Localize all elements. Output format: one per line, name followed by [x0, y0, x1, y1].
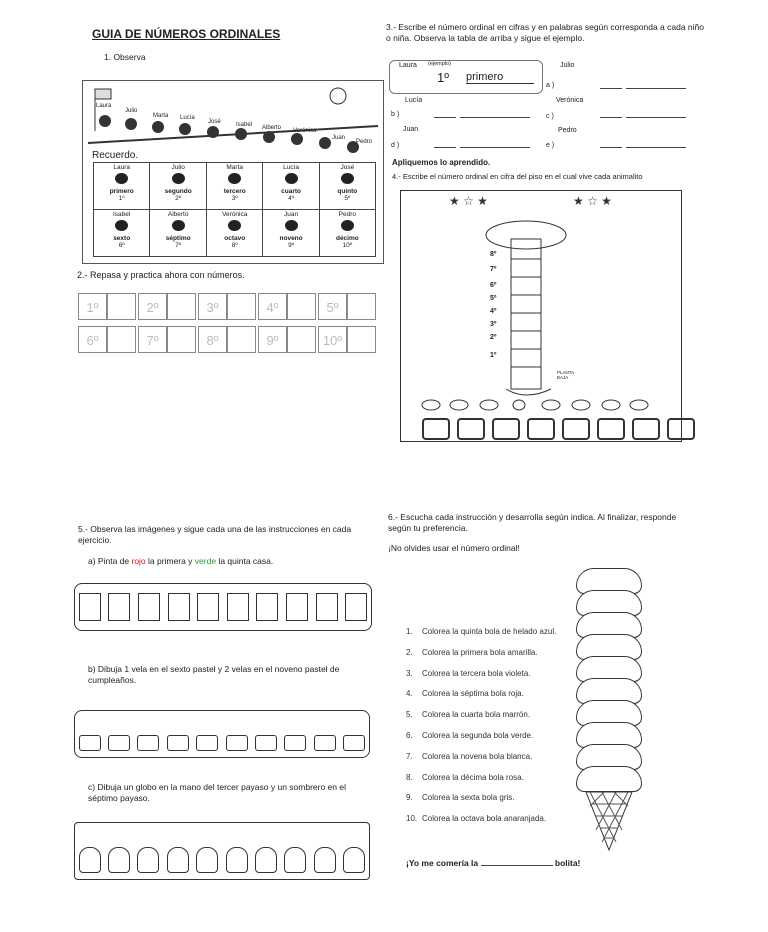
answer-box[interactable] [492, 418, 520, 440]
answer-lines [434, 113, 530, 120]
list-item: 1. Colorea la quinta bola de helado azul. [406, 627, 557, 636]
clown-icon[interactable] [255, 847, 277, 873]
tree-house-frame [400, 190, 682, 442]
table-row [94, 210, 376, 257]
child-face-icon [341, 220, 354, 231]
scene-name-isabel: Isabel [236, 122, 253, 128]
apliquemos-heading: Apliquemos lo aprendido. [392, 158, 491, 167]
house-icon[interactable] [168, 593, 190, 621]
trace-number-cell: 7º [138, 326, 167, 353]
recuerdo-label: Recuerdo. [92, 150, 139, 161]
child-face-icon [115, 173, 128, 184]
answer-row-d: d ) [391, 142, 400, 149]
answer-number-line[interactable] [434, 147, 456, 148]
scene-name-marta: Marta [153, 113, 169, 119]
clown-icon[interactable] [167, 847, 189, 873]
floor-label: 8º [490, 251, 497, 258]
answer-word-line[interactable] [460, 147, 530, 148]
houses-strip [74, 583, 372, 631]
answer-box[interactable] [527, 418, 555, 440]
answer-name-julio: Julio [560, 62, 575, 69]
section5-title: 5.- Observa las imágenes y sigue cada una de las instrucciones en cada ejercicio. [78, 524, 352, 545]
answer-row-a: a ) [546, 82, 555, 89]
answer-lines [600, 113, 686, 120]
child-face-icon [172, 220, 185, 231]
table-cell: Laura primero 1º [94, 163, 150, 210]
svg-text:★ ☆ ★: ★ ☆ ★ [573, 194, 612, 208]
list-item: 5. Colorea la cuarta bola marrón. [406, 710, 531, 720]
house-icon[interactable] [227, 593, 249, 621]
answer-word-line[interactable] [626, 147, 686, 148]
trace-number-cell: 8º [198, 326, 227, 353]
trace-number-cell: 10º [318, 326, 347, 353]
answer-lines [600, 143, 686, 150]
answer-name-pedro: Pedro [558, 127, 577, 134]
answer-number-line[interactable] [600, 147, 622, 148]
scene-name-juan: Juan [332, 135, 346, 141]
floor-label: 7º [490, 266, 497, 273]
instruction-c: c) Dibuja un globo en la mano del tercer payaso y un sombrero en el séptimo payaso. [88, 782, 346, 803]
cake-icon[interactable] [167, 735, 189, 751]
cake-icon[interactable] [343, 735, 365, 751]
answer-word-line[interactable] [460, 117, 530, 118]
write-cell[interactable] [107, 293, 136, 320]
cake-icon[interactable] [196, 735, 218, 751]
write-cell[interactable] [227, 326, 256, 353]
house-icon[interactable] [256, 593, 278, 621]
practice-row-1 [78, 293, 378, 320]
answer-lines [600, 84, 686, 91]
ice-cream-scoop[interactable] [576, 766, 642, 792]
floor-label: 2º [490, 334, 497, 341]
cake-icon[interactable] [314, 735, 336, 751]
scene-name-pedro: Pedro [356, 139, 373, 145]
scene-name-lucia: Lucía [180, 115, 195, 121]
trace-number-cell: 2º [138, 293, 167, 320]
child-face-icon [115, 220, 128, 231]
house-icon[interactable] [108, 593, 130, 621]
child-face-icon [172, 173, 185, 184]
list-item: 2. Colorea la primera bola amarilla. [406, 647, 538, 657]
answer-row-c: c ) [546, 113, 554, 120]
list-item: 8. Colorea la décima bola rosa. [406, 772, 524, 782]
write-cell[interactable] [107, 326, 136, 353]
floor-label: 4º [490, 308, 497, 315]
table-cell: Isabel sexto 6º [94, 210, 150, 257]
write-cell[interactable] [347, 326, 376, 353]
answer-number-line[interactable] [600, 117, 622, 118]
answer-box[interactable] [667, 418, 695, 440]
cake-icon[interactable] [255, 735, 277, 751]
list-item: 10. Colorea la octava bola anaranjada. [406, 814, 547, 824]
answer-boxes [422, 418, 702, 440]
child-face-icon [228, 173, 241, 184]
example-name: Laura [399, 62, 417, 69]
ordinal-reference-table [93, 162, 376, 257]
answer-lines [434, 143, 530, 150]
instruction-a: a) Pinta de rojo la primera y verde la quinta casa. [88, 556, 274, 566]
answer-number-line[interactable] [434, 117, 456, 118]
clown-icon[interactable] [79, 847, 101, 873]
answer-name-juan: Juan [403, 126, 419, 133]
house-icon[interactable] [286, 593, 308, 621]
scene-name-jose: José [208, 119, 221, 125]
list-item: 4. Colorea la séptima bola roja. [406, 689, 524, 699]
example-word: primero [466, 71, 534, 84]
table-cell: Marta tercero 3º [206, 163, 262, 210]
ice-cream-cone [576, 572, 642, 852]
section2-title: 2.- Repasa y practica ahora con números. [77, 270, 245, 280]
table-cell: Alberto séptimo 7º [150, 210, 207, 257]
section6-title: 6.- Escucha cada instrucción y desarrolla según indica. Al finalizar, responde según tu preferencia. [388, 512, 677, 533]
child-face-icon [228, 220, 241, 231]
answer-name-veronica: Verónica [556, 97, 584, 104]
preference-sentence: ¡Yo me comería la bolita! [406, 858, 581, 868]
section3-title: 3.- Escribe el número ordinal en cifras y en palabras según corresponda a cada niño o niña. Observa la tabla de arriba y sigue el ejemplo. [386, 22, 704, 43]
write-cell[interactable] [167, 326, 196, 353]
list-item: 6. Colorea la segunda bola verde. [406, 730, 534, 740]
scene-name-laura: Laura [96, 103, 112, 109]
house-icon[interactable] [138, 593, 160, 621]
trace-number-cell: 5º [318, 293, 347, 320]
answer-box[interactable] [562, 418, 590, 440]
child-face-icon [341, 173, 354, 184]
answer-row-e: e ) [546, 142, 555, 149]
table-cell: Julio segundo 2º [150, 163, 207, 210]
answer-box[interactable] [597, 418, 625, 440]
house-icon[interactable] [316, 593, 338, 621]
write-cell[interactable] [287, 293, 316, 320]
cakes-strip [74, 710, 370, 758]
scene-name-veronica: Verónica [293, 128, 317, 134]
clown-icon[interactable] [226, 847, 248, 873]
child-face-icon [285, 173, 298, 184]
tree-house-illustration [401, 191, 681, 441]
section4-title: 4.- Escribe el número ordinal en cifra del piso en el cual vive cada animalito [392, 172, 643, 181]
trace-number-cell: 4º [258, 293, 287, 320]
list-item: 7. Colorea la novena bola blanca. [406, 751, 533, 761]
scene-name-alberto: Alberto [262, 125, 282, 131]
cake-icon[interactable] [226, 735, 248, 751]
section6-note: ¡No olvides usar el número ordinal! [388, 543, 520, 553]
clown-icon[interactable] [314, 847, 336, 873]
clown-icon[interactable] [343, 847, 365, 873]
cake-icon[interactable] [137, 735, 159, 751]
answer-box[interactable] [457, 418, 485, 440]
trace-number-cell: 9º [258, 326, 287, 353]
example-number: 1º [437, 70, 449, 85]
floor-label: 5º [490, 295, 497, 302]
table-cell: Pedro décimo 10º [319, 210, 375, 257]
cone-icon [576, 790, 642, 852]
list-item: 3. Colorea la tercera bola violeta. [406, 668, 531, 678]
child-face-icon [285, 220, 298, 231]
clown-icon[interactable] [196, 847, 218, 873]
house-icon[interactable] [79, 593, 101, 621]
observa-label: 1. Observa [104, 52, 146, 62]
scene-name-julio: Julio [125, 108, 138, 114]
write-cell[interactable] [227, 293, 256, 320]
answer-box[interactable] [632, 418, 660, 440]
write-cell[interactable] [287, 326, 316, 353]
answer-name-lucia: Lucía [405, 97, 423, 104]
practice-row-2 [78, 326, 378, 353]
answer-word-line[interactable] [626, 117, 686, 118]
instruction-b: b) Dibuja 1 vela en el sexto pastel y 2 velas en el noveno pastel de cumpleaños. [88, 664, 340, 685]
cake-icon[interactable] [284, 735, 306, 751]
example-tag: (ejemplo) [428, 61, 451, 67]
table-cell: Verónica octavo 8º [206, 210, 262, 257]
table-row [94, 163, 376, 210]
write-cell[interactable] [347, 293, 376, 320]
trace-number-cell: 1º [78, 293, 107, 320]
svg-text:★ ☆ ★: ★ ☆ ★ [449, 194, 488, 208]
table-cell: Juan noveno 9º [263, 210, 319, 257]
clown-icon[interactable] [137, 847, 159, 873]
floor-label: 3º [490, 321, 497, 328]
instruction-list [406, 622, 556, 830]
cake-icon[interactable] [108, 735, 130, 751]
list-item: 9. Colorea la sexta bola gris. [406, 793, 515, 803]
planta-baja-label: PLANTA BAJA [557, 370, 574, 380]
trace-number-cell: 6º [78, 326, 107, 353]
write-cell[interactable] [167, 293, 196, 320]
page-title: GUIA DE NÚMEROS ORDINALES [92, 27, 281, 41]
answer-number-line[interactable] [600, 88, 622, 89]
clown-icon[interactable] [108, 847, 130, 873]
floor-label: 1º [490, 352, 497, 359]
preference-answer-line[interactable] [481, 865, 553, 866]
clown-icon[interactable] [284, 847, 306, 873]
answer-word-line[interactable] [626, 88, 686, 89]
trace-number-cell: 3º [198, 293, 227, 320]
house-icon[interactable] [197, 593, 219, 621]
house-icon[interactable] [345, 593, 367, 621]
clowns-strip [74, 822, 370, 880]
table-cell: José quinto 5º [319, 163, 375, 210]
answer-box[interactable] [422, 418, 450, 440]
floor-label: 6º [490, 282, 497, 289]
cake-icon[interactable] [79, 735, 101, 751]
answer-row-b: b ) [391, 111, 400, 118]
table-cell: Lucía cuarto 4º [263, 163, 319, 210]
